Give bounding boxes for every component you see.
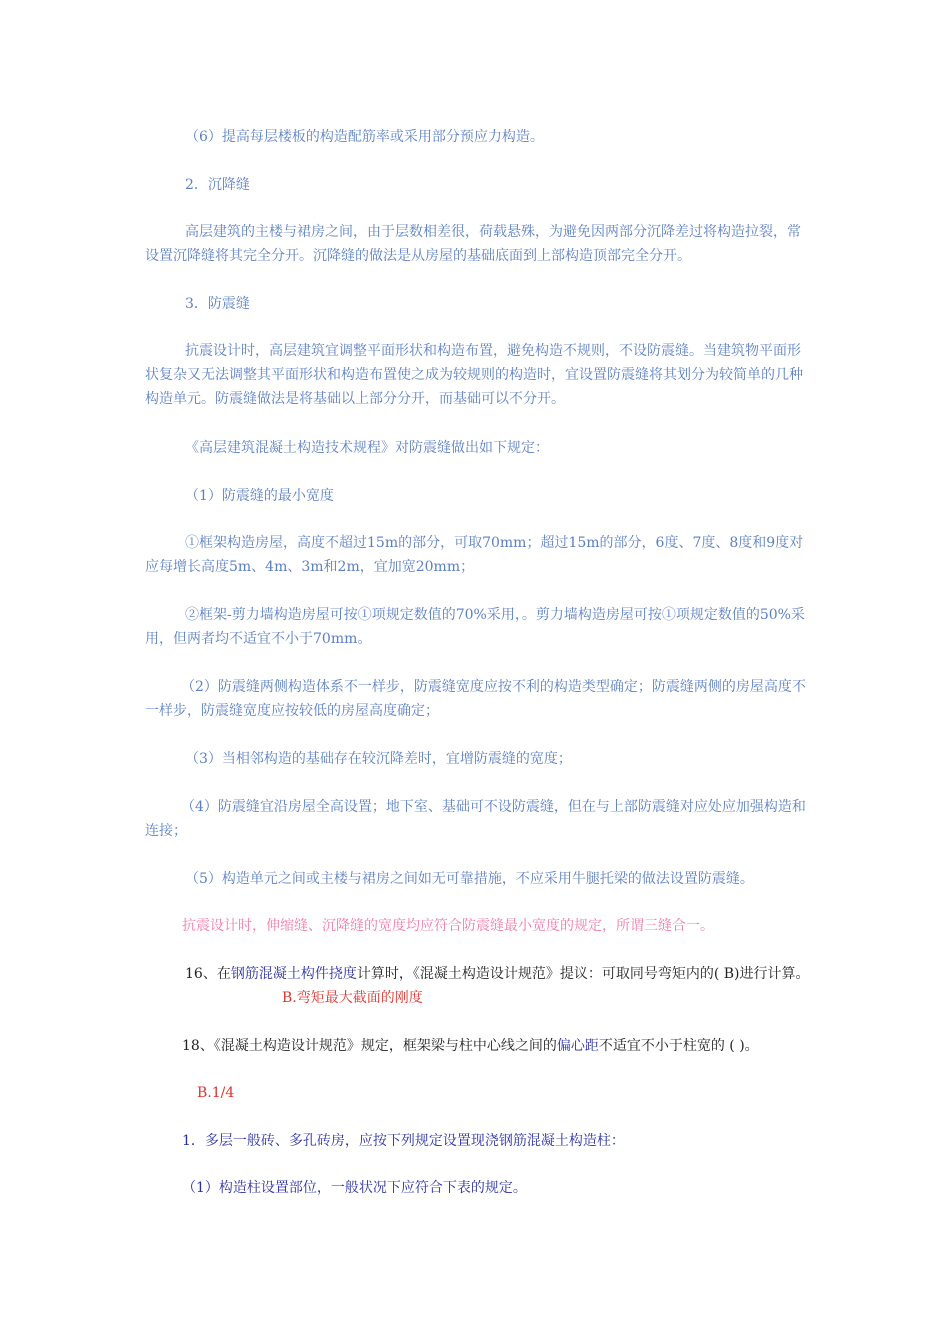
question-16-answer: B.弯矩最大截面的刚度 [282, 990, 423, 1006]
question-16-prefix: 16、在 [185, 966, 231, 982]
paragraph-clause-1: ①框架构造房屋，高度不超过15m的部分，可取70mm；超过15m的部分，6度、7度、8度和9度对应每增长高度5m、4m、3m和2m，宜加宽20mm； [145, 535, 804, 575]
section-heading-settlement: 2．沉降缝 [185, 177, 250, 193]
paragraph-rule-2: （2）防震缝两侧构造体系不一样步，防震缝宽度应按不利的构造类型确定；防震缝两侧的房屋高度不一样步，防震缝宽度应按较低的房屋高度确定； [145, 679, 806, 719]
paragraph-rule-4: （4）防震缝宜沿房屋全高设置；地下室、基础可不设防震缝，但在与上部防震缝对应处应加强构造和连接； [145, 799, 806, 839]
paragraph-rule-3: （3）当相邻构造的基础存在较沉降差时，宜增防震缝的宽度； [185, 751, 572, 767]
section-heading-seismic: 3．防震缝 [185, 296, 250, 312]
note-three-joints: 抗震设计时，伸缩缝、沉降缝的宽度均应符合防震缝最小宽度的规定，所谓三缝合一。 [182, 918, 714, 934]
question-18-prefix: 18、《混凝土构造设计规范》规定，框架梁与柱中心线之间的 [182, 1038, 557, 1054]
paragraph-rule-1: （1）防震缝的最小宽度 [185, 488, 334, 504]
question-18-suffix: 不适宜不小于柱宽的 ( )。 [598, 1038, 759, 1054]
masonry-item-1: （1）构造柱设置部位，一般状况下应符合下表的规定。 [182, 1180, 527, 1196]
paragraph-clause-2: ②框架-剪力墙构造房屋可按①项规定数值的70%采用，。剪力墙构造房屋可按①项规定数值的50%采用，但两者均不适宜不小于70mm。 [145, 607, 805, 647]
paragraph-item-6: （6）提高每层楼板的构造配筋率或采用部分预应力构造。 [185, 129, 544, 145]
masonry-title: 1．多层一般砖、多孔砖房，应按下列规定设置现浇钢筋混凝土构造柱： [182, 1133, 625, 1149]
paragraph-settlement-joint: 高层建筑的主楼与裙房之间，由于层数相差很，荷载悬殊，为避免因两部分沉降差过将构造拉裂，常设置沉降缝将其完全分开。沉降缝的做法是从房屋的基础底面到上部构造顶部完全分开。 [145, 224, 801, 264]
question-18 [182, 1034, 822, 1058]
question-16-text: 计算时，《混凝土构造设计规范》提议：可取同号弯矩内的( B)进行计算。 [356, 966, 810, 982]
question-18-term: 偏心距 [556, 1038, 599, 1054]
question-18-answer: B.1/4 [197, 1085, 235, 1101]
question-16-term: 钢筋混凝土构件挠度 [230, 966, 357, 982]
paragraph-rule-5: （5）构造单元之间或主楼与裙房之间如无可靠措施，不应采用牛腿托梁的做法设置防震缝。 [185, 871, 754, 887]
paragraph-code-reference: 《高层建筑混凝土构造技术规程》对防震缝做出如下规定： [185, 440, 549, 456]
paragraph-seismic-joint: 抗震设计时，高层建筑宜调整平面形状和构造布置，避免构造不规则，不设防震缝。当建筑物平面形状复杂又无法调整其平面形状和构造布置使之成为较规则的构造时，宜设置防震缝将其划分为较简单的几种构造单元。防震缝做法是将基础以上部分分开，而基础可以不分开。 [145, 343, 803, 407]
question-16 [145, 962, 810, 986]
